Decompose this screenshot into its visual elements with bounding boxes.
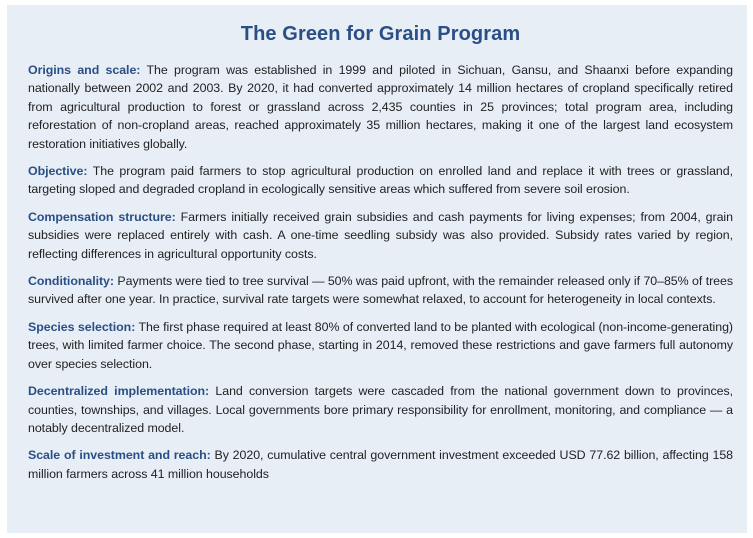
section-label: Scale of investment and reach: — [28, 448, 211, 463]
info-box — [7, 5, 747, 533]
box-title: The Green for Grain Program — [240, 23, 521, 45]
section-species-selection — [28, 318, 733, 373]
section-scale-of-investment — [28, 446, 733, 483]
section-text: Farmers initially received grain subsidies and cash payments for living expenses; from 2004, grain subsidies were replaced entirely with cash. A one-time seedling subsidy was also provided. Subsidy rates varied by region, reflecting differences in agricultural opportunity costs. — [28, 209, 733, 261]
section-label: Origins and scale: — [28, 63, 141, 77]
section-text: By 2020, cumulative central government investment exceeded USD 77.62 billion, affecting 158 million farmers across 41 million households — [28, 448, 733, 481]
section-text: The program paid farmers to stop agricultural production on enrolled land and replace it with trees or grassland, targeting sloped and degraded cropland in ecologically sensitive areas which suffered from severe soil erosion. — [28, 164, 734, 197]
section-label: Decentralized implementation: — [28, 384, 210, 399]
section-origins-and-scale — [28, 61, 733, 153]
section-list — [28, 61, 733, 483]
section-conditionality — [28, 272, 733, 309]
section-text: Land conversion targets were cascaded from the national government down to provinces, counties, townships, and villages. Local governments bore primary responsibility for enrollment, monitoring, and compliance — a notably decentralized model. — [28, 384, 733, 435]
section-objective — [28, 162, 733, 199]
section-compensation-structure — [28, 208, 733, 263]
section-label: Species selection: — [28, 319, 136, 334]
section-label: Conditionality: — [28, 274, 114, 289]
section-text: The first phase required at least 80% of converted land to be planted with ecological (non-income-generating) trees, with limited farmer choice. The second phase, starting in 2014, removed these restrictions and gave farmers full autonomy over species selection. — [28, 319, 733, 371]
section-text: The program was established in 1999 and piloted in Sichuan, Gansu, and Shaanxi before expanding nationally between 2002 and 2003. By 2020, it had converted approximately 14 million hectares of cropland specifically retired from agricultural production to forest or grassland across 2,435 counties in 25 provinces; total program area, including reforestation of non-cropland areas, reached approximately 35 million hectares, making it one of the largest land ecosystem restoration initiatives globally. — [28, 63, 733, 151]
section-text: Payments were tied to tree survival — 50% was paid upfront, with the remainder released only if 70–85% of trees survived after one year. In practice, survival rate targets were somewhat relaxed, to account for heterogeneity in local contexts. — [28, 274, 733, 307]
section-decentralized-implementation — [28, 382, 733, 437]
section-label: Objective: — [28, 164, 88, 179]
section-label: Compensation structure: — [28, 209, 176, 224]
